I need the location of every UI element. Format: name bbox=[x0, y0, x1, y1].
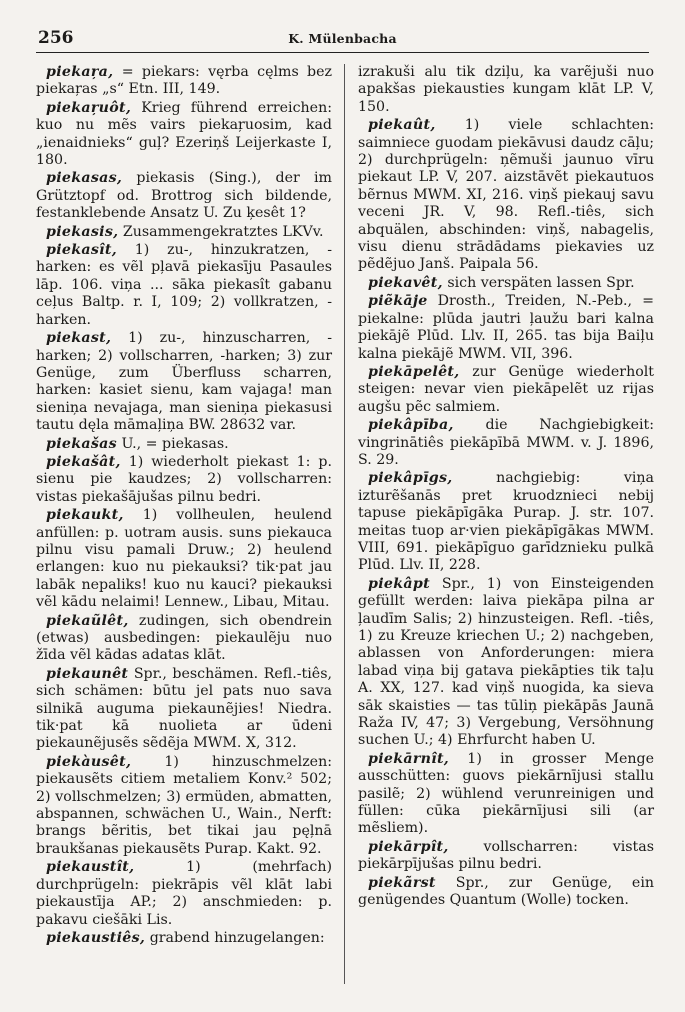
entry-headword: piekāpelêt, bbox=[368, 363, 460, 380]
entry-definition: Krieg führend erreichen: kuo nu mẽs vairs piekaŗuosim, kad „ienaidnieks“ guļ? Ezeriņš Leijerkaste I, 180. bbox=[36, 99, 332, 169]
running-head: K. Mülenbacha bbox=[288, 31, 397, 46]
dictionary-entry bbox=[36, 64, 332, 99]
entry-headword: piekaŗuôt, bbox=[46, 99, 132, 116]
entry-definition: die Nachgiebigkeit: vingrinātiês piekāpībā MWM. v. J. 1896, S. 29. bbox=[358, 417, 654, 468]
dictionary-entry bbox=[358, 839, 654, 874]
dictionary-entry bbox=[36, 613, 332, 665]
dictionary-entry bbox=[358, 117, 654, 274]
entry-headword: piekašas bbox=[46, 435, 117, 452]
entry-headword: piekast, bbox=[46, 330, 112, 347]
dictionary-entry bbox=[36, 666, 332, 753]
entry-definition: grabend hinzugelangen: bbox=[149, 929, 325, 946]
dictionary-entry bbox=[358, 751, 654, 838]
column-divider bbox=[344, 64, 345, 984]
dictionary-entry bbox=[36, 754, 332, 858]
dictionary-entry bbox=[36, 100, 332, 170]
entry-headword: piekaût, bbox=[368, 117, 436, 134]
entry-definition: Spr., 1) von Einsteigenden gefüllt werden: laiva piekāpa pilna ar ļaudīm Salis; 2) hinzusteigen. Refl. -tiês, 1) zu Kreuze kriechen U.; 2) nachgeben, ablassen von Anforderungen: miera labad viņa bij gatava piekāpties tik taļu A. XX, 127. kad viņš nuogida, ka sieva sāk skaisties — tas tūliņ piekāpās Jaunā Raža IV, 47; 3) Vergebung, Versöhnung suchen U.; 4) Ehrfurcht haben U. bbox=[358, 575, 654, 749]
entry-definition: sich verspäten lassen Spr. bbox=[447, 274, 635, 291]
entry-definition: zur Genüge wiederholt steigen: nevar vien piekāpelẽt uz rijas augšu pẽc salmiem. bbox=[358, 363, 654, 415]
dictionary-entry bbox=[36, 930, 332, 947]
entry-headword: piekaũlêt, bbox=[46, 612, 129, 629]
entry-definition: = piekars: vęrba cęlms bez piekaŗas „s“ Etn. III, 149. bbox=[36, 64, 333, 98]
entry-definition: 1) zu-, hinzukratzen, -harken: es vẽl pļavā piekasīju Pasaules lāp. 106. viņa ... sāka piekasît gabanu ceļus Baltp. r. I, 109; 2) vollkratzen, -harken. bbox=[36, 242, 332, 328]
dictionary-entry bbox=[358, 875, 654, 910]
entry-definition: izrakuši alu tik dziļu, ka varẽjuši nuo apakšas piekausties kungam klāt LP. V, 150. bbox=[358, 64, 654, 115]
dictionary-entry bbox=[358, 417, 654, 469]
entry-headword: piekaustiês, bbox=[46, 929, 146, 946]
entry-headword: piekārnît, bbox=[368, 750, 450, 767]
dictionary-entry bbox=[36, 242, 332, 329]
entry-definition: 1) vollheulen, heulend anfüllen: p. uotram ausis. suns piekauca pilnu visu pamali Druw.; 2) heulend erlangen: kuo nu piekauksi? tik·pat jau labāk nepaliks! kuo nu kauci? piekauksi vẽl kādu nelaimi! Lennew., Libau, Mitau. bbox=[36, 507, 332, 611]
entry-definition: 1) (mehrfach) durchprügeln: piekrāpis vẽl klāt labi piekaustīja AP.; 2) anschmieden: p. pakavu ciešāki Lis. bbox=[36, 859, 332, 928]
dictionary-entry bbox=[358, 64, 654, 116]
page-header bbox=[36, 22, 649, 53]
entry-headword: piekaŗa, bbox=[46, 64, 114, 80]
dictionary-entry bbox=[358, 470, 654, 574]
left-column bbox=[36, 64, 332, 948]
dictionary-entry bbox=[358, 293, 654, 363]
entry-headword: piekasas, bbox=[46, 170, 123, 187]
entry-headword: piekavêt, bbox=[368, 274, 443, 291]
right-column bbox=[358, 64, 654, 911]
dictionary-entry bbox=[36, 859, 332, 929]
dictionary-entry bbox=[36, 224, 332, 241]
dictionary-entry bbox=[358, 576, 654, 750]
page-number: 256 bbox=[38, 28, 74, 48]
entry-definition: 1) hinzuschmelzen: piekausẽts citiem metaliem Konv.² 502; 2) vollschmelzen; 3) ermüden, abmatten, abspannen, schwächen U., Wain., Nerft: brangs bẽritis, bet tikai jau pęļnā braukšanas piekausẽts Purap. Kakt. 92. bbox=[36, 753, 332, 857]
entry-definition: zudingen, sich obendrein (etwas) ausbedingen: piekaulẽju nuo žīda vẽl kādas adatas klāt. bbox=[36, 612, 332, 664]
dictionary-entry bbox=[36, 330, 332, 434]
entry-headword: piekašât, bbox=[46, 453, 121, 470]
entry-definition: 1) viele schlachten: saimniece guodam piekāvusi daudz cāļu; 2) durchprügeln: ņẽmuši jaunuo vīru piekaut LP. V, 207. aizstāvẽt piekautuos bẽrnus MWM. XI, 216. viņš piekauj savu veceni JR. V, 98. Refl.-tiês, sich abquälen, abschinden: viņš, nabagelis, visu dienu strādādams piekavies uz pẽdẽjuo Janš. Paipala 56. bbox=[358, 117, 654, 273]
entry-headword: piekaukt, bbox=[46, 507, 124, 524]
entry-headword: piekārpît, bbox=[368, 838, 449, 855]
entry-headword: piẽkāje bbox=[368, 293, 428, 310]
entry-headword: piekasis, bbox=[46, 223, 119, 240]
entry-headword: piekaunêt bbox=[46, 665, 129, 682]
dictionary-entry bbox=[36, 170, 332, 222]
entry-definition: 1) zu-, hinzuscharren, -harken; 2) vollscharren, -harken; 3) zur Genüge, zum Überfluss scharren, harken: kasiet sienu, kam vajaga! man sieniņa nevajaga, man sieniņa piekasusi tautu dęla māmaļiņa BW. 28632 var. bbox=[36, 330, 332, 434]
entry-definition: vollscharren: vistas piekārpījušas pilnu bedri. bbox=[358, 838, 654, 873]
entry-headword: piekasît, bbox=[46, 242, 117, 259]
dictionary-entry bbox=[36, 454, 332, 506]
entry-headword: piekãrst bbox=[368, 874, 436, 891]
dictionary-entry bbox=[358, 275, 654, 292]
entry-definition: Spr., zur Genüge, ein genügendes Quantum (Wolle) tocken. bbox=[358, 874, 655, 909]
entry-headword: piekaustît, bbox=[46, 859, 135, 876]
dictionary-entry bbox=[358, 364, 654, 416]
entry-headword: piekâpt bbox=[368, 575, 430, 592]
entry-headword: piekâpīgs, bbox=[368, 470, 453, 487]
entry-definition: nachgiebig: viņa izturẽšanās pret kruodznieci nebij tapuse piekāpīgāka Purap. J. str. 107. meitas tuop ar·vien piekāpīgākas MWM. VIII, 691. piekāpīguo garīdznieku pulkā Plūd. Llv. II, 228. bbox=[358, 470, 654, 574]
entry-definition: piekasis (Sing.), der im Grütztopf od. Brottrog sich bildende, festanklebende Ansatz U. Zu ķesêt 1? bbox=[36, 170, 332, 222]
entry-definition: Drosth., Treiden, N.-Peb., = piekalne: plūda jautri ļaužu bari kalna piekājẽ Plūd. Llv. II, 265. tas bija Baiļu kalna piekājẽ MWM. VII, 396. bbox=[358, 293, 654, 362]
entry-definition: 1) wiederholt piekast 1: p. sienu pie kaudzes; 2) vollscharren: vistas piekašājušas pilnu bedri. bbox=[36, 453, 332, 505]
entry-definition: Zusammengekratztes LKVv. bbox=[122, 223, 324, 240]
entry-headword: piekâpība, bbox=[368, 417, 454, 434]
entry-definition: U., = piekasas. bbox=[121, 435, 229, 452]
entry-definition: 1) in grosser Menge ausschütten: guovs piekārnījusi stallu pasilẽ; 2) wühlend verunreinigen und füllen: cūka piekārnījusi sili (ar mẽsliem). bbox=[358, 750, 654, 837]
entry-definition: Spr., beschämen. Refl.-tiês, sich schämen: būtu jel pats nuo sava silnikā auguma piekaunẽjies! Niedra. tik·pat kā nuolieta ar ūdeni piekaunẽjusẽs sẽdẽja MWM. X, 312. bbox=[36, 665, 332, 752]
dictionary-entry bbox=[36, 507, 332, 611]
entry-headword: piekàusêt, bbox=[46, 753, 132, 770]
dictionary-entry bbox=[36, 436, 332, 453]
